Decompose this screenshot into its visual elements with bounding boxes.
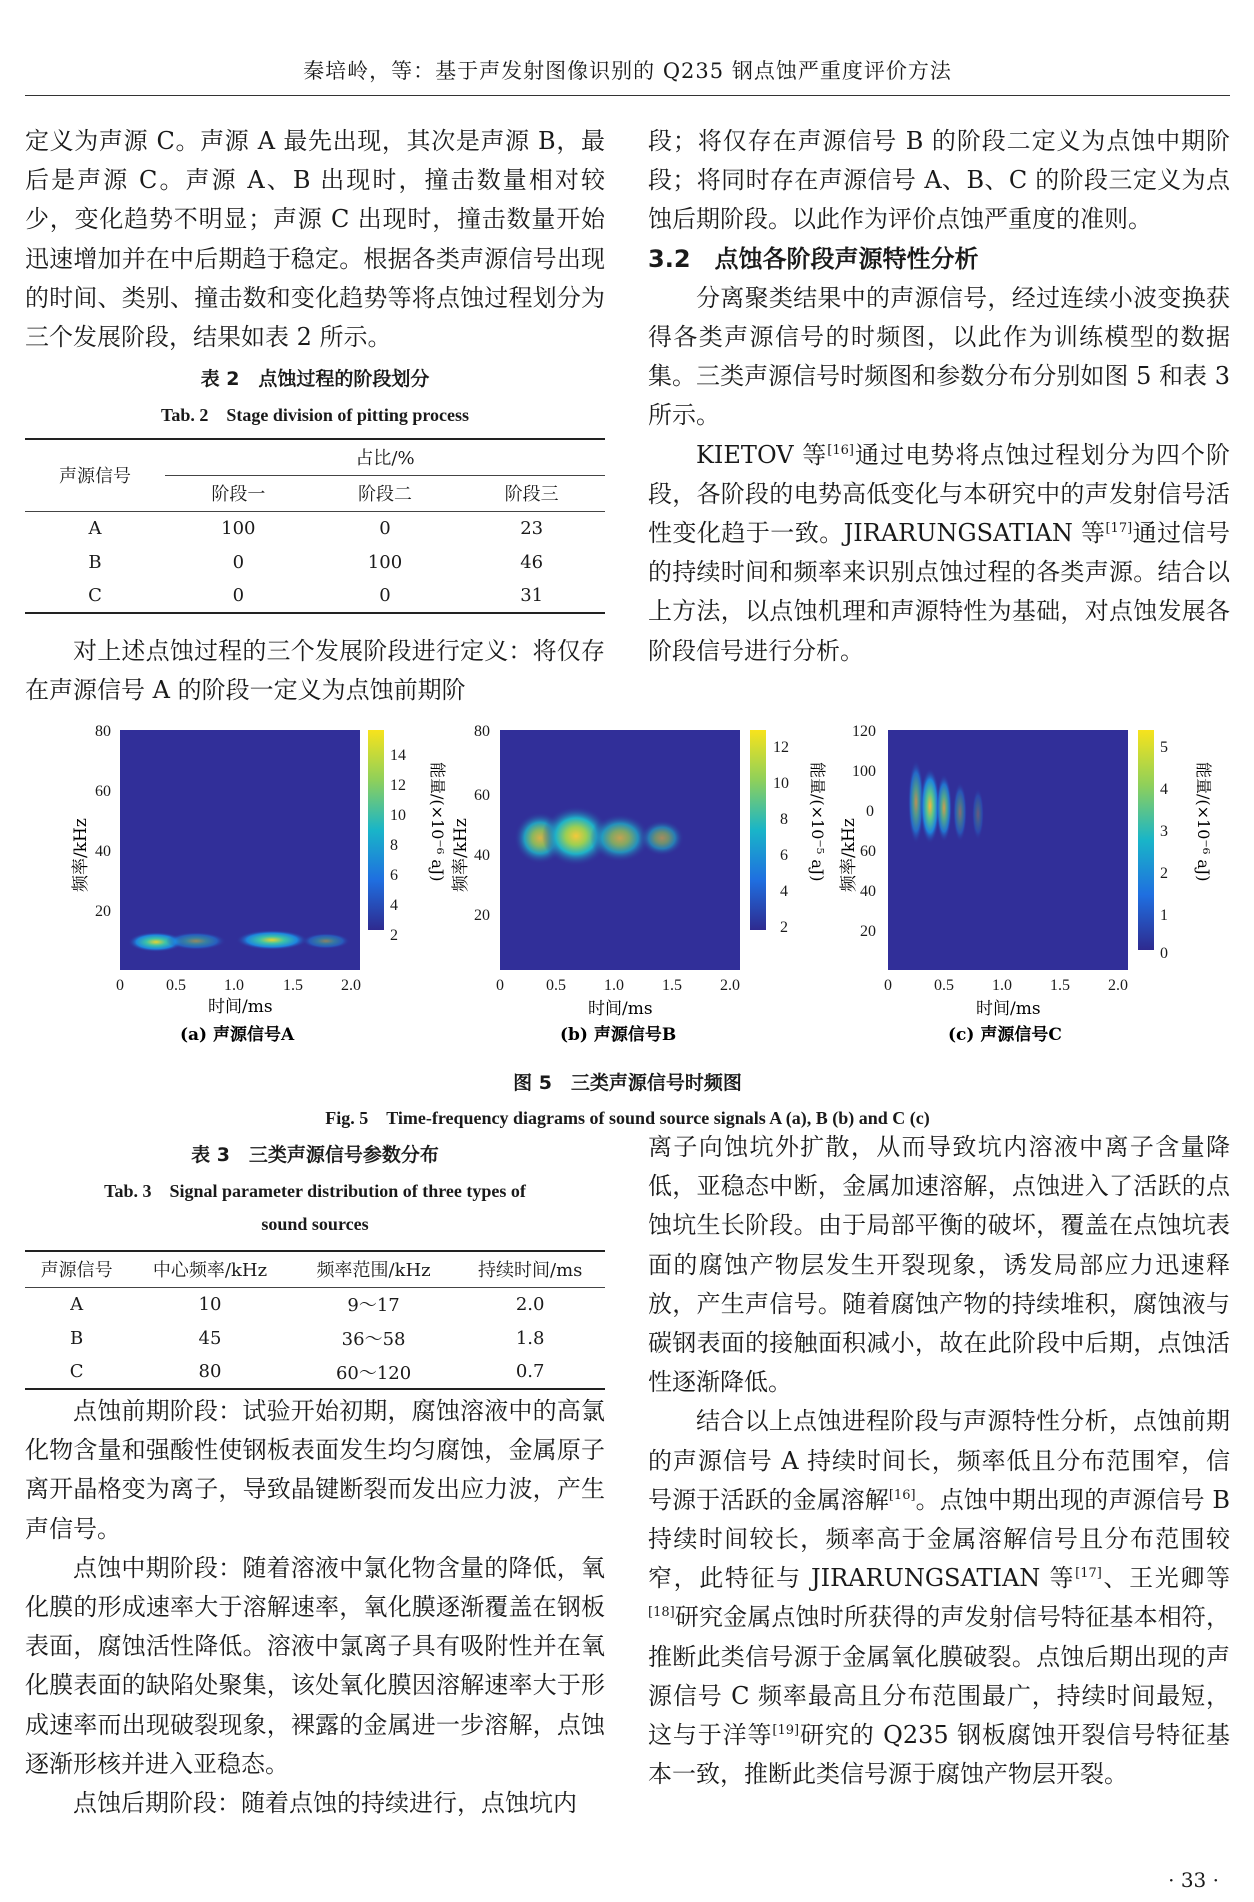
- cbar-tick-label: 8: [780, 811, 788, 828]
- figure5: [40, 722, 1230, 1052]
- paragraph: [648, 1402, 1230, 1794]
- table-cell: 23: [520, 517, 544, 539]
- left-col-top: [25, 122, 605, 357]
- table3-col-header: 中心频率/kHz: [152, 1260, 268, 1282]
- cbar-tick-label: 0: [1160, 945, 1168, 962]
- page-number: · 33 ·: [1168, 1868, 1219, 1892]
- cbar-tick-label: 4: [1160, 781, 1168, 798]
- table-cell: 0: [232, 585, 245, 606]
- text-run: 。点蚀中期出现的声源信号 B 持续时间较长，频率高于金属溶解信号且分布范围较窄，此特征与 JIRARUNGSATIAN 等: [648, 1485, 1231, 1593]
- colorbar-label: 能量/(×10⁻⁶ aJ): [1194, 762, 1213, 882]
- figure5-caption-en: Fig. 5 Time-frequency diagrams of sound source signals A (a), B (b) and C (c): [325, 1108, 930, 1128]
- y-tick-label: 0: [866, 803, 874, 820]
- y-tick-label: 40: [474, 847, 490, 864]
- citation: [18]: [648, 1605, 675, 1621]
- citation: [19]: [772, 1723, 800, 1739]
- table-row: [25, 511, 605, 545]
- y-tick-label: 40: [860, 883, 876, 900]
- panel-b-colorbar: [750, 730, 766, 930]
- table3: [25, 1250, 605, 1390]
- table-cell: 46: [520, 551, 544, 573]
- cbar-tick-label: 5: [1160, 739, 1168, 756]
- table-cell: 0: [379, 517, 391, 539]
- text-run: 研究的 Q235 钢板腐蚀开裂信号特征基本一致，推断此类信号源于腐蚀产物层开裂。: [648, 1721, 1230, 1789]
- text-run: 通过电势将点蚀过程划分为四个阶段，各阶段的电势高低变化与本研究中的声发射信号活性变化趋于一致。JIRARUNGSATIAN 等: [648, 440, 1231, 548]
- cbar-tick-label: 12: [773, 739, 789, 756]
- panel-a-energy-blob: [236, 930, 308, 950]
- x-tick-label: 0.5: [934, 977, 954, 994]
- text-run: 结合以上点蚀进程阶段与声源特性分析，点蚀前期的声源信号 A 持续时间长，频率低且分布范围窄，信号源于活跃的金属溶解: [648, 1407, 1230, 1514]
- y-tick-label: 60: [474, 787, 490, 804]
- x-tick-label: 1.5: [662, 977, 682, 994]
- table-cell: A: [70, 1293, 84, 1315]
- cbar-tick-label: 2: [390, 927, 398, 944]
- cbar-tick-label: 10: [773, 775, 789, 792]
- header-rule: [25, 95, 1230, 96]
- colorbar-label: 能量/(×10⁻⁶ aJ): [428, 762, 447, 882]
- cbar-tick-label: 1: [1160, 907, 1168, 924]
- table-cell: 0: [232, 551, 245, 573]
- table3-caption-zh: 表 3 三类声源信号参数分布: [191, 1144, 439, 1166]
- table-cell: 60～120: [335, 1362, 412, 1384]
- table2-col-header: 阶段三: [504, 484, 559, 505]
- table-cell: 1.8: [515, 1327, 545, 1349]
- table3-col-header: 声源信号: [40, 1260, 113, 1282]
- y-tick-label: 20: [860, 923, 876, 940]
- x-axis-label: 时间/ms: [976, 999, 1041, 1019]
- cbar-tick-label: 2: [1160, 865, 1168, 882]
- x-tick-label: 2.0: [720, 977, 740, 994]
- figure5-caption-zh: 图 5 三类声源信号时频图: [513, 1072, 742, 1094]
- table2-group-header: 占比/%: [165, 439, 605, 475]
- y-tick-label: 120: [852, 723, 876, 740]
- citation: [17]: [1075, 1566, 1102, 1582]
- paragraph: 离子向蚀坑外扩散，从而导致坑内溶液中离子含量降低，亚稳态中断，金属加速溶解，点蚀进入了活跃的点蚀坑生长阶段。由于局部平衡的破坏，覆盖在点蚀坑表面的腐蚀产物层发生开裂现象，诱发局部应力迅速释放，产生声信号。随着腐蚀产物的持续堆积，腐蚀液与碳钢表面的接触面积减小，故在此阶段中后期，点蚀活性逐渐降低。: [648, 1133, 1230, 1397]
- table-cell: 2.0: [515, 1293, 545, 1315]
- x-tick-label: 0: [116, 977, 124, 994]
- table3-caption-en-cont: sound sources: [261, 1214, 369, 1234]
- panel-c-energy-blob: [972, 788, 984, 840]
- paragraph: 段；将仅存在声源信号 B 的阶段二定义为点蚀中期阶段；将同时存在声源信号 A、B、C 的阶段三定义为点蚀后期阶段。以此作为评价点蚀严重度的准则。: [648, 127, 1230, 234]
- table-row: [25, 1287, 605, 1321]
- table2-col-header: 阶段二: [357, 484, 412, 505]
- text-run: KIETOV 等: [696, 440, 828, 469]
- paragraph: 点蚀后期阶段：随着点蚀的持续进行，点蚀坑内: [73, 1789, 577, 1818]
- table-cell: A: [88, 517, 102, 539]
- table3-caption-en: Tab. 3 Signal parameter distribution of three types of: [104, 1181, 526, 1201]
- cbar-tick-label: 6: [390, 867, 398, 884]
- table3-col-header: 持续时间/ms: [478, 1260, 583, 1282]
- y-axis-label: 频率/kHz: [839, 818, 859, 892]
- table-cell: 80: [198, 1361, 222, 1382]
- y-axis-label: 频率/kHz: [451, 818, 471, 892]
- text-run: 研究金属点蚀时所获得的声发射信号特征基本相符，推断此类信号源于金属氧化膜破裂。点蚀后期出现的声源信号 C 频率最高且分布范围最广，持续时间最短，这与于洋等: [648, 1603, 1230, 1750]
- table-cell: B: [88, 551, 102, 573]
- panel-a: [71, 723, 447, 1045]
- citation: [16]: [827, 442, 854, 458]
- table-row: [25, 1355, 605, 1389]
- right-col-top: [648, 122, 1230, 671]
- left-col-bottom: [25, 1392, 605, 1823]
- y-tick-label: 100: [852, 763, 876, 780]
- cbar-tick-label: 8: [390, 837, 398, 854]
- cbar-tick-label: 12: [390, 777, 406, 794]
- x-axis-label: 时间/ms: [588, 999, 653, 1019]
- table2-col-header: 阶段一: [211, 484, 266, 505]
- cbar-tick-label: 4: [390, 897, 398, 914]
- x-tick-label: 1.0: [604, 977, 624, 994]
- cbar-tick-label: 14: [390, 747, 406, 764]
- table2-caption-en: Tab. 2 Stage division of pitting process: [160, 405, 470, 425]
- colorbar-label: 能量/(×10⁻⁵ aJ): [808, 762, 827, 882]
- y-tick-label: 60: [860, 843, 876, 860]
- running-header: 秦培岭，等：基于声发射图像识别的 Q235 钢点蚀严重度评价方法: [303, 59, 952, 83]
- table-cell: 9～17: [347, 1295, 400, 1317]
- table-row: [25, 545, 605, 579]
- x-tick-label: 1.5: [1050, 977, 1070, 994]
- table-cell: 0: [379, 585, 391, 606]
- panel-a-energy-blob: [302, 933, 350, 949]
- citation: [17]: [1105, 521, 1133, 537]
- cbar-tick-label: 3: [1160, 823, 1168, 840]
- x-axis-label: 时间/ms: [208, 997, 273, 1017]
- right-col-bottom: [648, 1128, 1230, 1794]
- y-tick-label: 60: [95, 783, 111, 800]
- y-tick-label: 40: [95, 843, 111, 860]
- panel-b: [451, 723, 827, 1045]
- paragraph: 分离聚类结果中的声源信号，经过连续小波变换获得各类声源信号的时频图，以此作为训练模型的数据集。三类声源信号时频图和参数分布分别如图 5 和表 3 所示。: [648, 283, 1230, 430]
- x-tick-label: 1.5: [283, 977, 303, 994]
- paragraph: 点蚀中期阶段：随着溶液中氯化物含量的降低，氧化膜的形成速率大于溶解速率，氧化膜逐渐覆盖在钢板表面，腐蚀活性降低。溶液中氯离子具有吸附性并在氧化膜表面的缺陷处聚集，该处氧化膜因溶解速率大于形成速率而出现破裂现象，裸露的金属进一步溶解，点蚀逐渐形核并进入亚稳态。: [25, 1553, 605, 1778]
- x-tick-label: 1.0: [224, 977, 244, 994]
- y-tick-label: 20: [474, 907, 490, 924]
- citation: [16]: [888, 1487, 916, 1503]
- subcaption: (a) 声源信号A: [180, 1025, 295, 1045]
- y-tick-label: 20: [95, 903, 111, 920]
- subcaption: (b) 声源信号B: [560, 1025, 677, 1045]
- table2-row-header: 声源信号: [25, 439, 165, 511]
- panel-b-energy-blob: [640, 820, 684, 856]
- y-tick-label: 80: [95, 723, 111, 740]
- panel-c-energy-blob: [953, 782, 967, 842]
- text-run: 、王光卿等: [1101, 1564, 1231, 1593]
- subcaption: (c) 声源信号C: [948, 1025, 1062, 1045]
- table2-caption-zh: 表 2 点蚀过程的阶段划分: [200, 368, 430, 390]
- x-tick-label: 1.0: [992, 977, 1012, 994]
- y-tick-label: 80: [474, 723, 490, 740]
- table-cell: 31: [520, 585, 544, 606]
- table-cell: 0.7: [515, 1361, 545, 1382]
- table2: [25, 438, 605, 614]
- table-cell: 36～58: [341, 1329, 406, 1350]
- panel-c-energy-blob: [936, 774, 952, 842]
- cbar-tick-label: 2: [780, 919, 788, 936]
- cbar-tick-label: 4: [780, 883, 788, 900]
- table-row: [25, 1321, 605, 1355]
- text-run: 通过信号的持续时间和频率来识别点蚀过程的各类声源。结合以上方法，以点蚀机理和声源特性为基础，对点蚀发展各阶段信号进行分析。: [648, 519, 1231, 665]
- y-axis-label: 频率/kHz: [71, 818, 91, 892]
- table-cell: B: [69, 1327, 84, 1349]
- panel-a-colorbar: [368, 730, 384, 930]
- x-tick-label: 0.5: [166, 977, 186, 994]
- table-cell: C: [88, 585, 102, 606]
- table-cell: 100: [367, 551, 403, 573]
- left-col-mid: [25, 632, 605, 710]
- panel-a-energy-blob: [166, 932, 226, 950]
- paragraph: 定义为声源 C。声源 A 最先出现，其次是声源 B，最后是声源 C。声源 A、B 出现时，撞击数量相对较少，变化趋势不明显；声源 C 出现时，撞击数量开始迅速增加并在中后期趋于稳定。根据各类声源信号出现的时间、类别、撞击数和变化趋势等将点蚀过程划分为三个发展阶段，结果如表 2 所示。: [25, 127, 605, 352]
- panel-c: [839, 723, 1213, 1045]
- table-cell: 45: [198, 1327, 222, 1349]
- cbar-tick-label: 6: [780, 847, 788, 864]
- x-tick-label: 2.0: [341, 977, 361, 994]
- table-row: [25, 579, 605, 613]
- table-cell: 10: [198, 1293, 222, 1315]
- cbar-tick-label: 10: [390, 807, 406, 824]
- table-cell: 100: [221, 517, 256, 539]
- paragraph: [648, 436, 1230, 671]
- x-tick-label: 0: [884, 977, 892, 994]
- panel-c-plot-area: [888, 730, 1128, 970]
- section-heading: 3.2 点蚀各阶段声源特性分析: [648, 244, 979, 273]
- table3-col-header: 频率范围/kHz: [316, 1260, 431, 1282]
- panel-c-colorbar: [1138, 730, 1154, 950]
- x-tick-label: 2.0: [1108, 977, 1128, 994]
- paragraph: 点蚀前期阶段：试验开始初期，腐蚀溶液中的高氯化物含量和强酸性使钢板表面发生均匀腐蚀，金属原子离开晶格变为离子，导致晶键断裂而发出应力波，产生声信号。: [25, 1397, 605, 1543]
- x-tick-label: 0.5: [546, 977, 566, 994]
- table-cell: C: [69, 1361, 84, 1382]
- paragraph: 对上述点蚀过程的三个发展阶段进行定义：将仅存在声源信号 A 的阶段一定义为点蚀前期阶: [25, 637, 605, 705]
- x-tick-label: 0: [496, 977, 504, 994]
